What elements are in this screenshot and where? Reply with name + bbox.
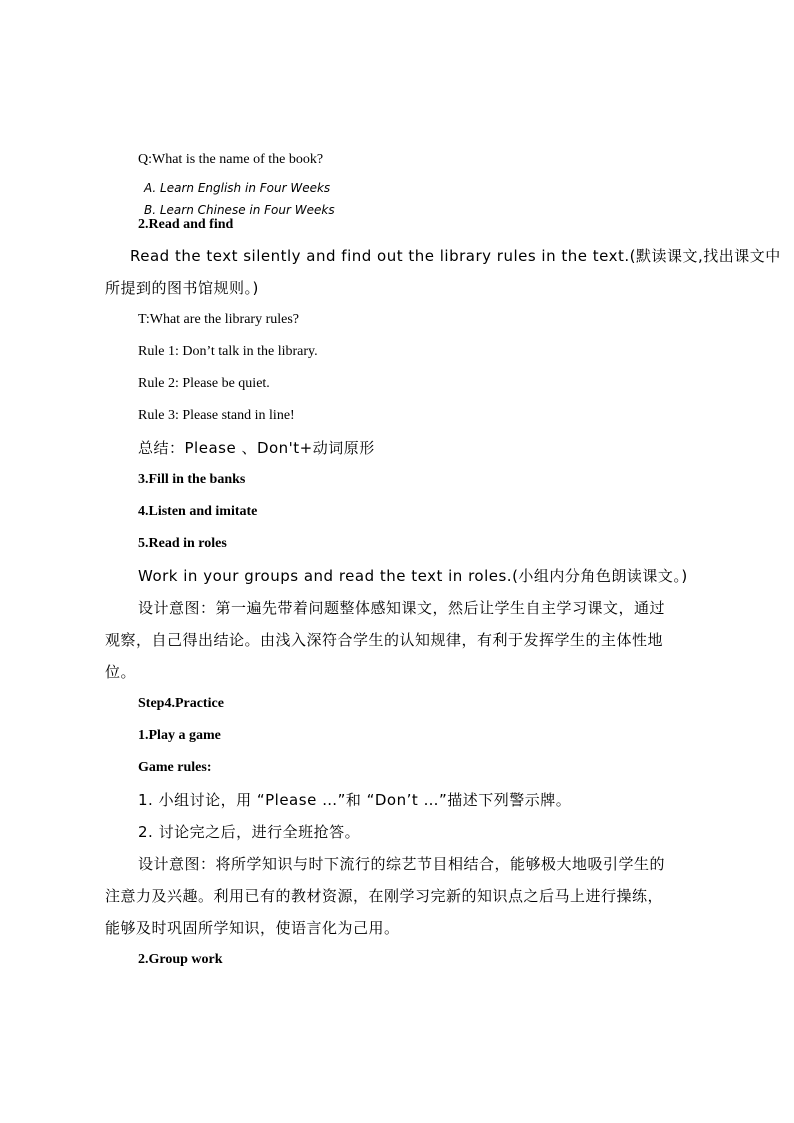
rule-3: Rule 3: Please stand in line! (138, 408, 295, 423)
rule-2: Rule 2: Please be quiet. (138, 376, 270, 391)
read-find-instruction-line2: 所提到的图书馆规则。) (105, 279, 259, 297)
read-find-instruction-line1: Read the text silently and find out the library rules in the text.(默读课文,找出课文中 (130, 247, 781, 265)
design-intent-1-line1: 设计意图：第一遍先带着问题整体感知课文，然后让学生自主学习课文，通过 (138, 599, 666, 617)
read-roles-text: Work in your groups and read the text in roles.(小组内分角色朗读课文。) (138, 567, 688, 585)
heading-fill-in-banks: 3.Fill in the banks (138, 472, 246, 487)
design-intent-1-line2: 观察，自己得出结论。由浅入深符合学生的认知规律，有利于发挥学生的主体性地 (105, 631, 664, 649)
heading-play-a-game: 1.Play a game (138, 728, 221, 743)
question-text: Q:What is the name of the book? (138, 152, 324, 167)
summary-text: 总结：Please 、Don't+动词原形 (138, 439, 375, 457)
design-intent-1-line3: 位。 (105, 663, 137, 681)
heading-group-work: 2.Group work (138, 952, 223, 967)
game-rule-2: 2. 讨论完之后，进行全班抢答。 (138, 823, 361, 841)
design-intent-2-line1: 设计意图：将所学知识与时下流行的综艺节目相结合，能够极大地吸引学生的 (138, 855, 666, 873)
design-intent-2-line3: 能够及时巩固所学知识，使语言化为己用。 (105, 919, 400, 937)
game-rule-1: 1. 小组讨论，用 “Please …”和 “Don’t …”描述下列警示牌。 (138, 791, 572, 809)
heading-read-and-find: 2.Read and find (138, 217, 234, 232)
design-intent-2-line2: 注意力及兴趣。利用已有的教材资源，在刚学习完新的知识点之后马上进行操练， (105, 887, 664, 905)
option-a: A. Learn English in Four Weeks (144, 181, 331, 195)
heading-step4-practice: Step4.Practice (138, 696, 224, 711)
heading-listen-imitate: 4.Listen and imitate (138, 504, 258, 519)
teacher-question: T:What are the library rules? (138, 312, 299, 327)
heading-game-rules: Game rules: (138, 760, 212, 775)
rule-1: Rule 1: Don’t talk in the library. (138, 344, 318, 359)
option-b: B. Learn Chinese in Four Weeks (144, 203, 335, 217)
heading-read-in-roles: 5.Read in roles (138, 536, 227, 551)
